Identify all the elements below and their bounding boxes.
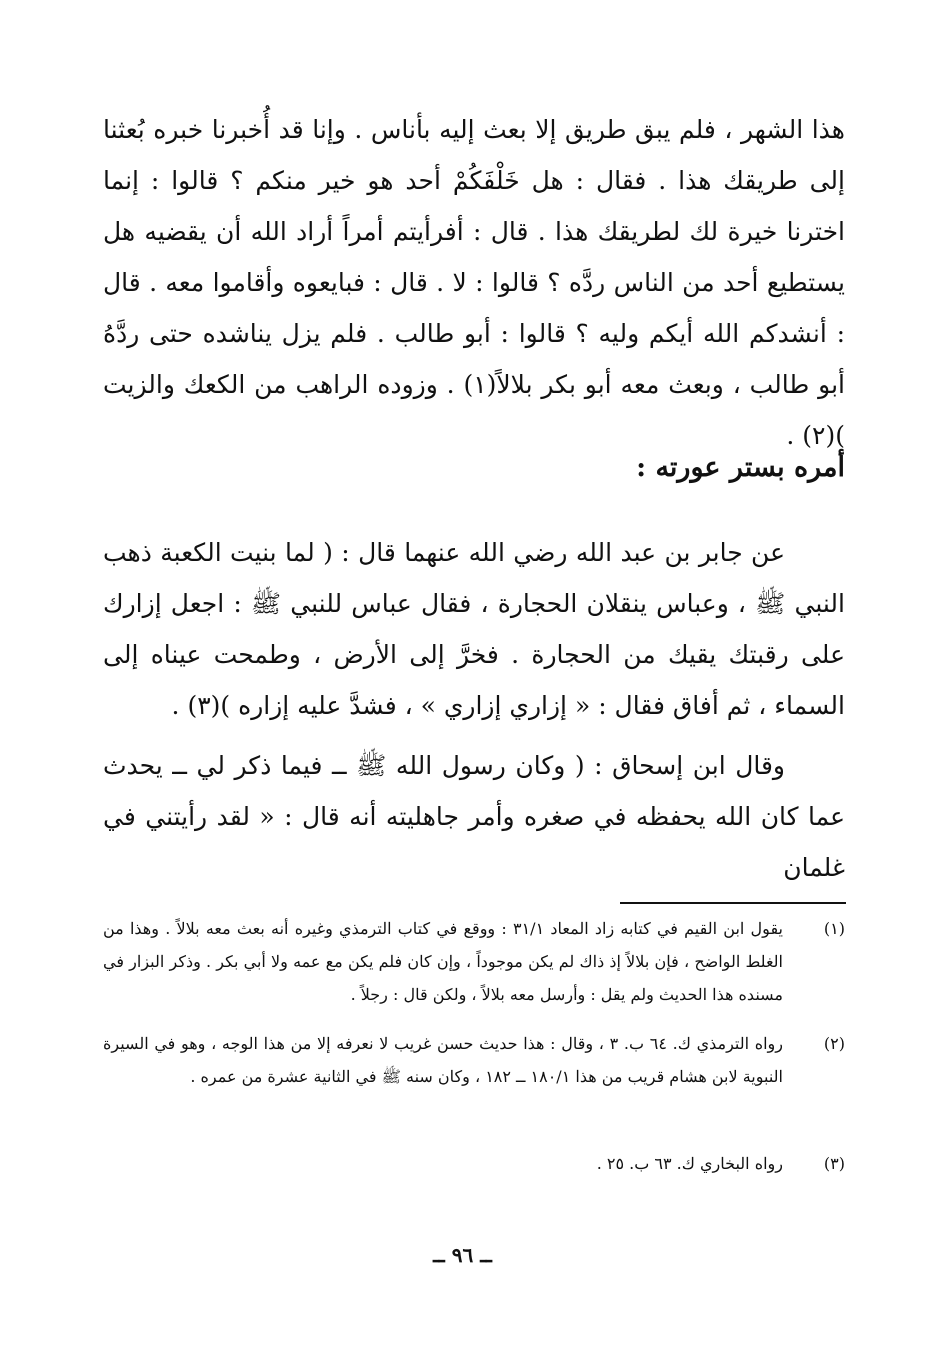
footnote-text: رواه البخاري ك. ٦٣ ب. ٢٥ . [596,1154,783,1173]
footnote-number: (٢) [823,1034,845,1053]
page-number: ــ ٩٦ ــ [433,1243,492,1267]
footnote-text: رواه الترمذي ك. ٦٤ ب. ٣ ، وقال : هذا حديث حسن غريب لا نعرفه إلا من هذا الوجه ، وهو في السيرة النبوية لابن هشام قريب من هذا ١٨٠/١ ــ ١٨٢ ، وكان سنه ﷺ في الثانية عشرة من عمره . [103,1034,783,1086]
footnote-number: (٣) [823,1154,845,1173]
footnote-1 [103,912,845,1011]
footnote-separator [620,902,846,904]
footnote-2 [103,1027,845,1093]
footnote-number: (١) [823,919,845,938]
paragraph-2: عن جابر بن عبد الله رضي الله عنهما قال : ( لما بنيت الكعبة ذهب النبي ﷺ ، وعباس ينقلان الحجارة ، فقال عباس للنبي ﷺ : اجعل إزارك على رقبتك يقيك من الحجارة . فخرَّ إلى الأرض ، وطمحت عيناه إلى السماء ، ثم أفاق فقال : « إزاري إزاري » ، فشدَّ عليه إزاره )(٣) . [103,538,845,720]
footnote-text: يقول ابن القيم في كتابه زاد المعاد ٣١/١ : ووقع في كتاب الترمذي وغيره أنه بعث معه بلالاً . وهذا من الغلط الواضح ، فإن بلالاً إذ ذاك لم يكن موجوداً ، وإن كان فلم يكن مع عمه ولا أبي بكر . وذكر البزار في مسنده هذا الحديث ولم يقل : وأرسل معه بلالاً ، ولكن قال : رجلاً . [103,919,783,1004]
footnote-3 [103,1147,845,1180]
paragraph-3: وقال ابن إسحاق : ( وكان رسول الله ﷺ ــ فيما ذكر لي ــ يحدث عما كان الله يحفظه في صغره وأمر جاهليته أنه قال : « لقد رأيتني في غلمان [103,751,845,882]
paragraph-1: هذا الشهر ، فلم يبق طريق إلا بعث إليه بأناس . وإنا قد أُخبرنا خبره بُعثنا إلى طريقك هذا . فقال : هل خَلْفَكُمْ أحد هو خير منكم ؟ قالوا : إنما اخترنا خيرة لك لطريقك هذا . قال : أفرأيتم أمراً أراد الله أن يقضيه هل يستطيع أحد من الناس ردَّه ؟ قالوا : لا . قال : فبايعوه وأقاموا معه . قال : أنشدكم الله أيكم وليه ؟ قالوا : أبو طالب . فلم يزل يناشده حتى ردَّهُ أبو طالب ، وبعث معه أبو بكر بلالاً(١) . وزوده الراهب من الكعك والزيت )(٢) . [103,115,845,450]
section-heading: أمره بستر عورته : [636,452,845,483]
